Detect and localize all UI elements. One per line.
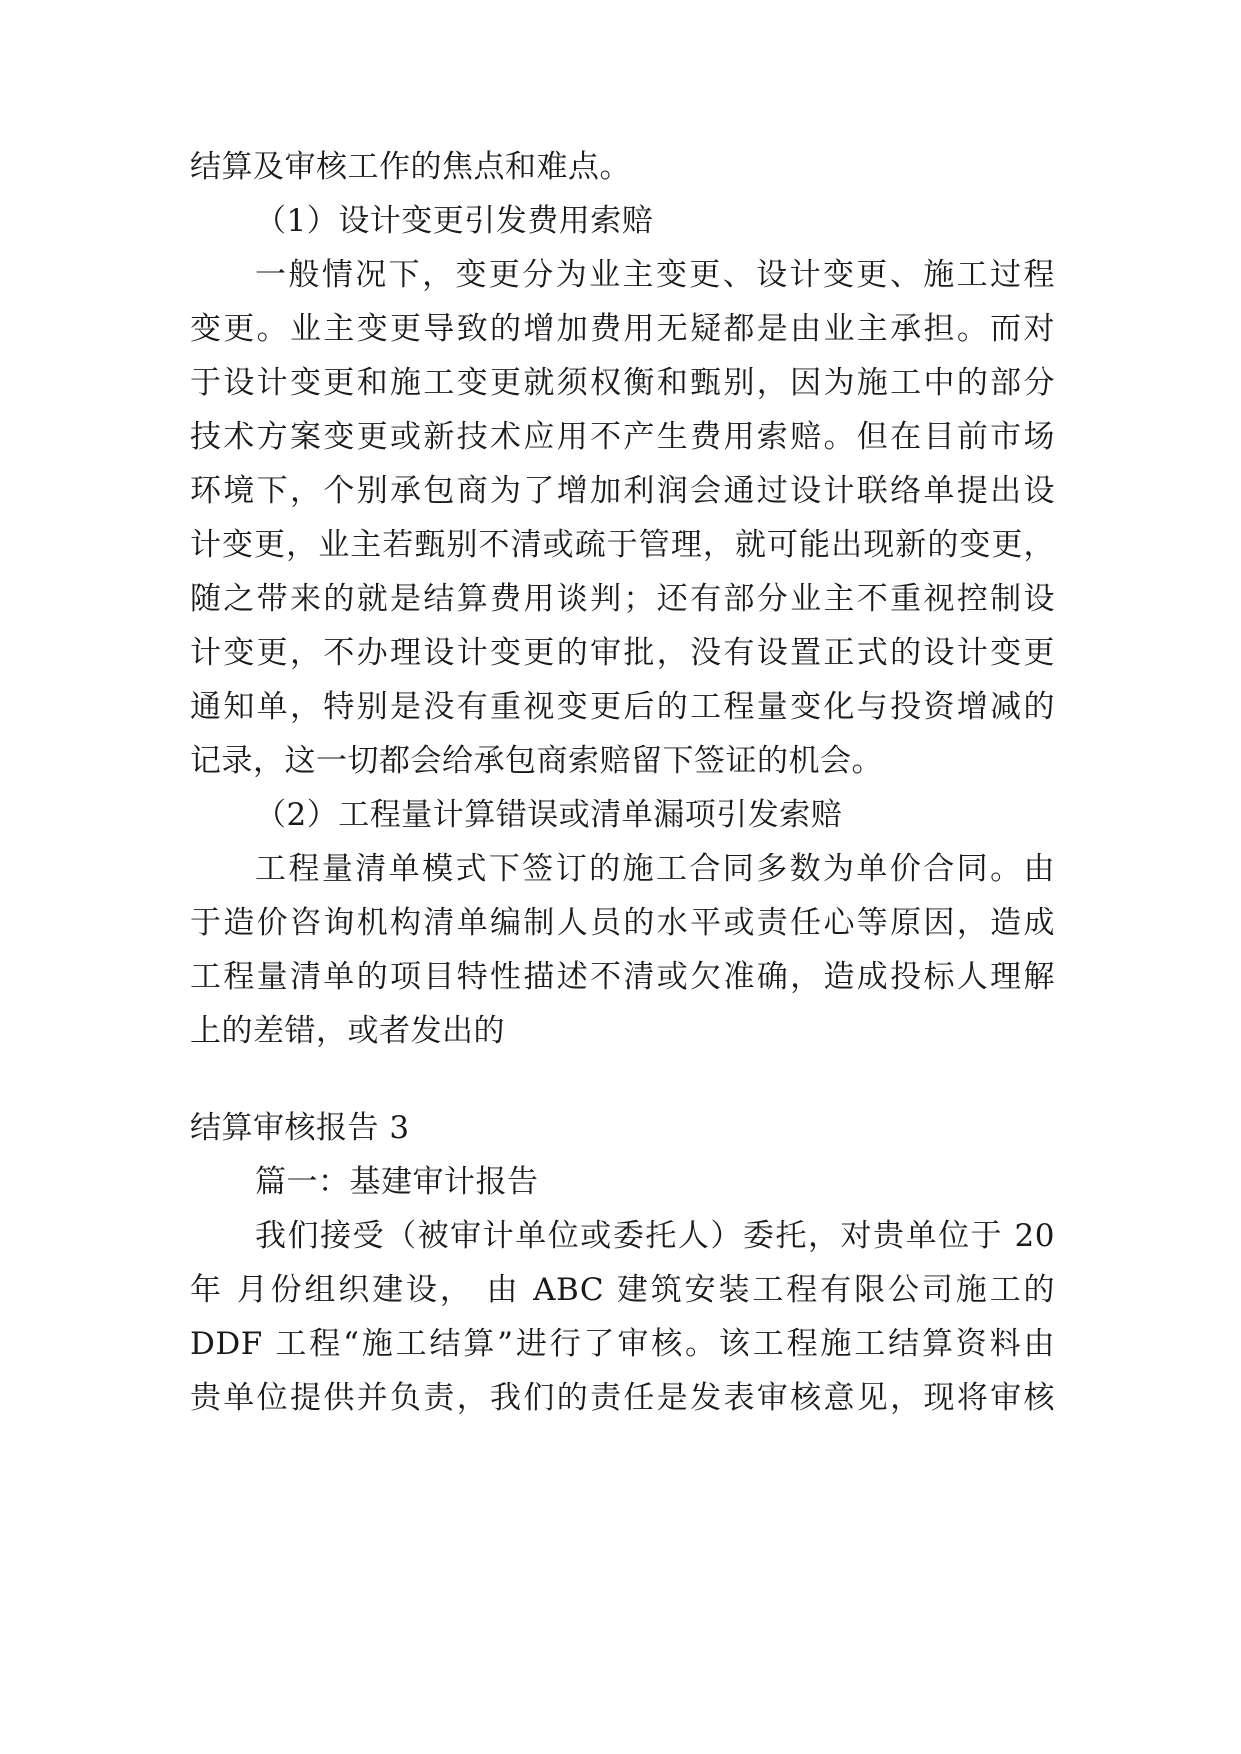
paragraph-line: 技术方案变更或新技术应用不产生费用索赔。但在目前市场: [190, 419, 1055, 455]
paragraph-line: 一般情况下，变更分为业主变更、设计变更、施工过程: [255, 257, 1055, 293]
paragraph-line: 变更。业主变更导致的增加费用无疑都是由业主承担。而对: [190, 311, 1055, 347]
paragraph-line: DDF 工程“施工结算”进行了审核。该工程施工结算资料由: [190, 1326, 1055, 1362]
paragraph-line: 随之带来的就是结算费用谈判；还有部分业主不重视控制设: [190, 581, 1055, 617]
paragraph-line: 贵单位提供并负责，我们的责任是发表审核意见，现将审核: [190, 1380, 1055, 1416]
subheading-quantity-error: （2）工程量计算错误或清单漏项引发索赔: [255, 797, 843, 833]
paragraph-line: 记录，这一切都会给承包商索赔留下签证的机会。: [190, 743, 883, 779]
paragraph-line: 于造价咨询机构清单编制人员的水平或责任心等原因，造成: [190, 905, 1055, 941]
paragraph-line: 于设计变更和施工变更就须权衡和甄别，因为施工中的部分: [190, 365, 1055, 401]
paragraph-line: 结算及审核工作的焦点和难点。: [190, 149, 631, 185]
paragraph-line: 工程量清单的项目特性描述不清或欠准确，造成投标人理解: [190, 959, 1055, 995]
paragraph-line: 我们接受（被审计单位或委托人）委托，对贵单位于 20: [255, 1218, 1055, 1254]
subheading-design-change: （1）设计变更引发费用索赔: [255, 203, 654, 239]
subheading-audit-report: 篇一：基建审计报告: [255, 1164, 539, 1200]
paragraph-line: 计变更，不办理设计变更的审批，没有设置正式的设计变更: [190, 635, 1055, 671]
paragraph-line: 工程量清单模式下签订的施工合同多数为单价合同。由: [255, 851, 1055, 887]
paragraph-line: 通知单，特别是没有重视变更后的工程量变化与投资增减的: [190, 689, 1055, 725]
paragraph-line: 环境下，个别承包商为了增加利润会通过设计联络单提出设: [190, 473, 1055, 509]
paragraph-line: 年 月份组织建设， 由 ABC 建筑安装工程有限公司施工的: [190, 1272, 1055, 1308]
section-title: 结算审核报告 3: [190, 1110, 410, 1146]
paragraph-line: 计变更，业主若甄别不清或疏于管理，就可能出现新的变更，: [190, 527, 1055, 563]
paragraph-line: 上的差错，或者发出的: [190, 1013, 505, 1049]
